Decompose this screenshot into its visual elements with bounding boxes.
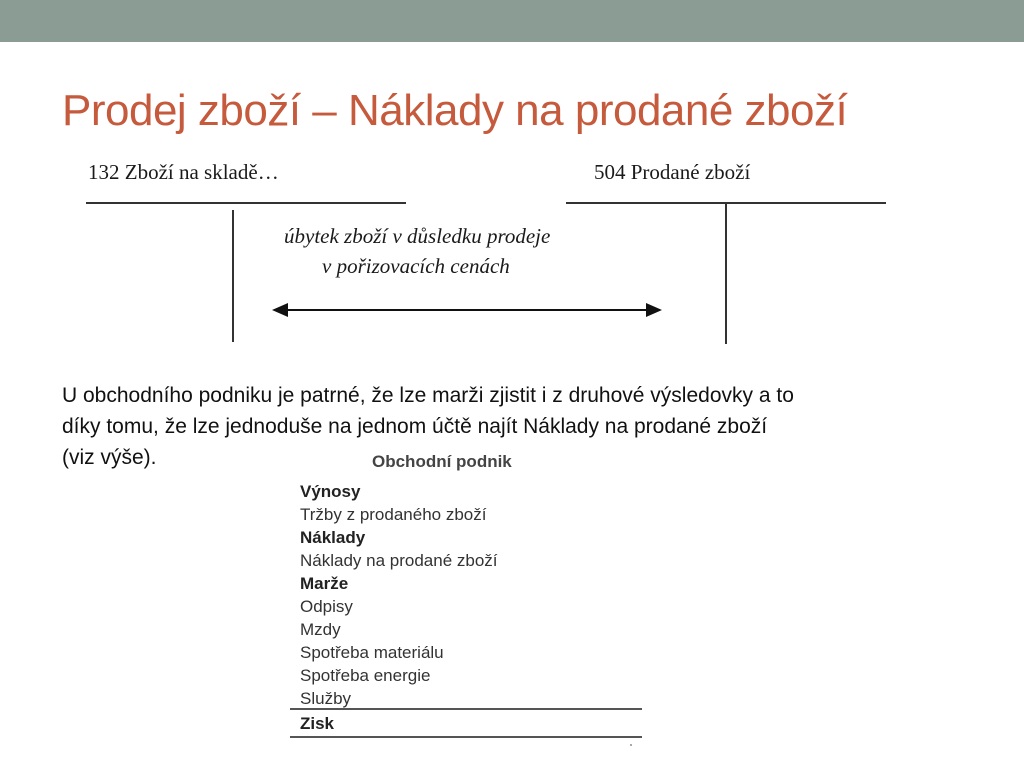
statement-row-margin-heading: Marže — [300, 574, 349, 593]
statement-row-costs-heading: Náklady — [300, 528, 366, 547]
statement-divider-bottom — [290, 736, 642, 738]
statement-row-depreciation: Odpisy — [300, 597, 353, 616]
slide-title: Prodej zboží – Náklady na prodané zboží — [62, 86, 848, 135]
scan-artifact-dot — [630, 744, 632, 746]
statement-row-energy-consumption: Spotřeba energie — [300, 666, 431, 685]
left-account-horizontal-line — [86, 202, 406, 204]
paragraph-line-1: U obchodního podniku je patrné, že lze marži zjistit i z druhové výsledovky a to — [62, 384, 794, 407]
right-account-vertical-line — [725, 204, 727, 344]
left-account-vertical-line — [232, 210, 234, 342]
statement-row-cost-of-goods-sold: Náklady na prodané zboží — [300, 551, 498, 570]
paragraph-line-2: díky tomu, že lze jednoduše na jednom účtě najít Náklady na prodané zboží — [62, 415, 768, 438]
statement-row-wages: Mzdy — [300, 620, 341, 639]
statement-row-sales-of-goods: Tržby z prodaného zboží — [300, 505, 487, 524]
right-account-label: 504 Prodané zboží — [594, 160, 751, 184]
left-account-label: 132 Zboží na skladě… — [88, 160, 279, 184]
statement-divider-top — [290, 708, 642, 710]
statement-row-material-consumption: Spotřeba materiálu — [300, 643, 444, 662]
statement-row-revenues-heading: Výnosy — [300, 482, 361, 501]
top-banner — [0, 0, 1024, 42]
statement-row-profit: Zisk — [300, 714, 335, 733]
income-statement-title: Obchodní podnik — [372, 452, 512, 471]
statement-row-services: Služby — [300, 689, 352, 708]
double-arrow-icon — [270, 298, 664, 322]
paragraph-line-3: (viz výše). — [62, 446, 157, 469]
transfer-note-line2: v pořizovacích cenách — [322, 254, 510, 278]
income-statement — [296, 452, 656, 752]
transfer-note-line1: úbytek zboží v důsledku prodeje — [284, 224, 551, 248]
